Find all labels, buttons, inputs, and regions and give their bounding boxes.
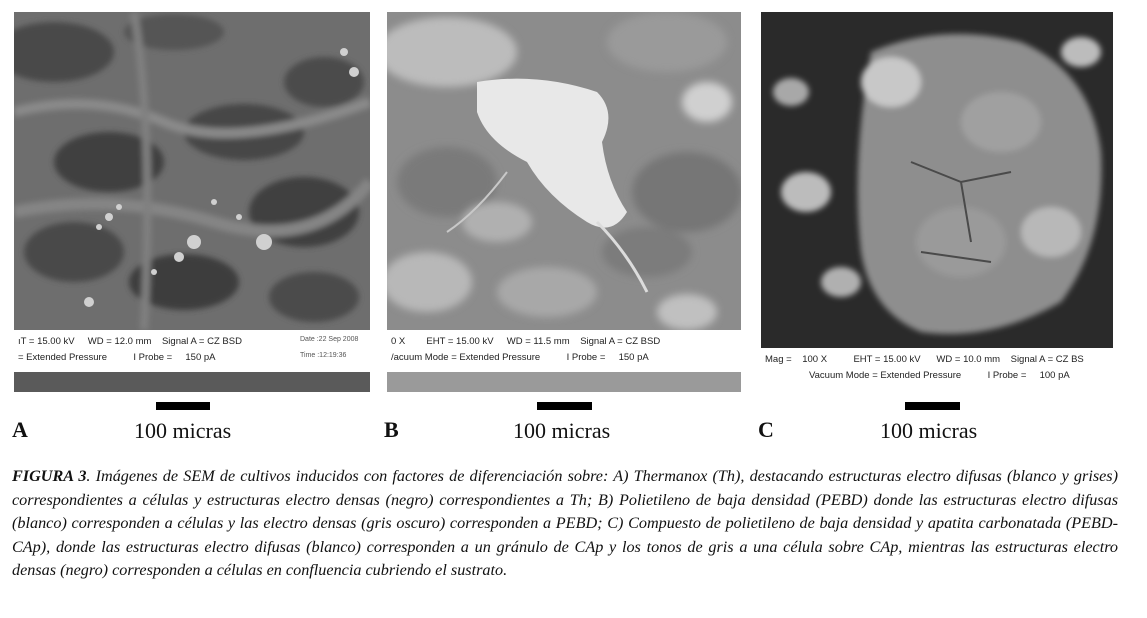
sem-info-line-2: /acuum Mode = Extended Pressure I Probe = 150 pA: [391, 352, 649, 363]
sem-info-bar-b: [387, 330, 741, 372]
sem-info-line-2: Vacuum Mode = Extended Pressure I Probe = 100 pA: [809, 370, 1070, 381]
sem-info-bar-a: [14, 330, 370, 372]
sem-info-bar-c: [761, 348, 1113, 392]
scale-bar-c: [905, 402, 960, 410]
scale-label-b: 100 micras: [513, 418, 611, 443]
sem-date: Date :22 Sep 2008: [300, 336, 359, 343]
scale-bar-b: [537, 402, 592, 410]
sem-time: Time :12:19:36: [300, 352, 347, 359]
figure-caption: [12, 465, 1118, 583]
figure-label: FIGURA 3: [12, 467, 87, 485]
sem-image-b: [387, 12, 741, 392]
scale-bar-a: [156, 402, 210, 410]
sem-info-line-2: = Extended Pressure I Probe = 150 pA: [18, 352, 216, 363]
scale-label-c: 100 micras: [880, 418, 978, 443]
sem-image-a: [14, 12, 370, 392]
sem-micrograph-c: [761, 12, 1113, 392]
sem-info-line-1: ıT = 15.00 kV WD = 12.0 mm Signal A = CZ BSD: [18, 336, 242, 347]
panel-label-b: B: [384, 417, 399, 442]
sem-info-line-1: 0 X EHT = 15.00 kV WD = 11.5 mm Signal A = CZ BSD: [391, 336, 661, 347]
caption-text: . Imágenes de SEM de cultivos inducidos con factores de diferenciación sobre: A) Thermanox (Th), destacando estructuras electro difusas (blanco y grises) correspondientes a células y estructuras electro densas (negro) correspondientes a Th; B) Polietileno de baja densidad (PEBD) donde las estructuras electro difusas (blanco) corresponden a células y las electro densas (gris oscuro) corresponden a PEBD; C) Compuesto de polietileno de baja densidad y apatita carbonatada (PEBD-CAp), donde las estructuras electro difusas (blanco) corresponden a un gránulo de CAp y los tonos de gris a una célula sobre CAp, mientras las estructuras electro densas (negro) corresponden a células en confluencia cubriendo el sustrato.: [12, 467, 1118, 579]
panel-label-c: C: [758, 417, 774, 442]
scale-label-a: 100 micras: [134, 418, 232, 443]
sem-image-c: [761, 12, 1113, 392]
sem-info-line-1: Mag = 100 X EHT = 15.00 kV WD = 10.0 mm Signal A = CZ BS: [765, 354, 1084, 365]
panel-label-a: A: [12, 417, 28, 442]
